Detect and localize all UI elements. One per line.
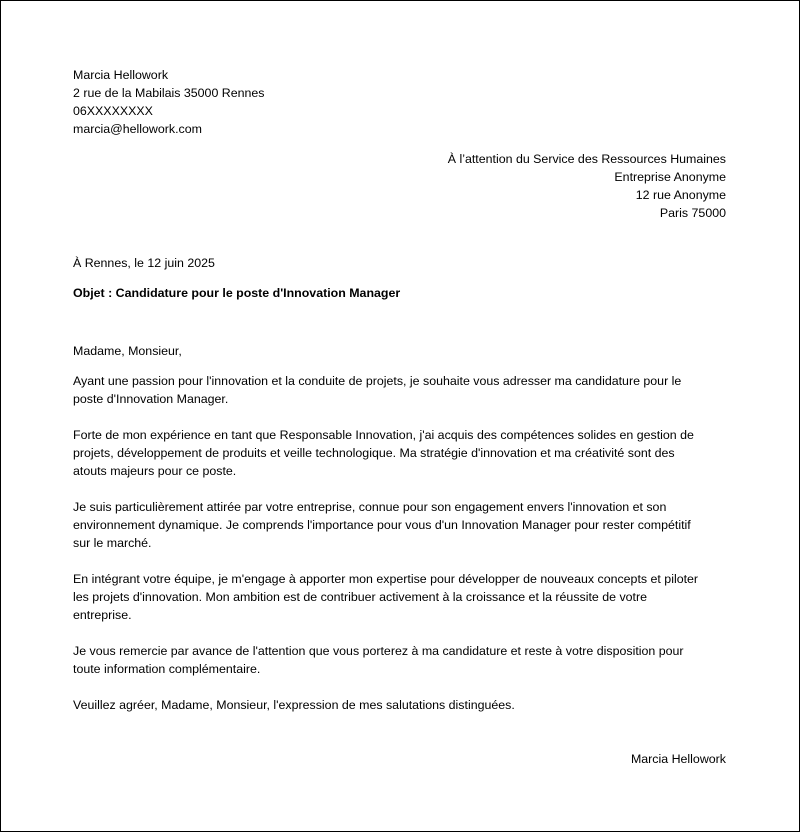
sender-block [73, 66, 265, 138]
paragraph-line: Je suis particulièrement attirée par votre entreprise, connue pour son engagement envers l'innovation et son [73, 500, 667, 514]
paragraph-line: Je vous remercie par avance de l'attention que vous porterez à ma candidature et reste à votre disposition pour [73, 644, 684, 658]
paragraph-line: entreprise. [73, 608, 132, 622]
subject-line: Objet : Candidature pour le poste d'Innovation Manager [73, 286, 401, 300]
paragraph-line: toute information complémentaire. [73, 662, 261, 676]
paragraph [73, 642, 729, 678]
paragraph [73, 570, 729, 624]
paragraph-line: En intégrant votre équipe, je m'engage à apporter mon expertise pour développer de nouveaux concepts et piloter [73, 572, 699, 586]
recipient-street: 12 rue Anonyme [635, 188, 726, 202]
paragraph-line: environnement dynamique. Je comprends l'importance pour vous d'un Innovation Manager pour rester compétitif [73, 518, 691, 532]
recipient-city: Paris 75000 [659, 206, 726, 220]
recipient-company: Entreprise Anonyme [614, 170, 726, 184]
paragraph-line: Ayant une passion pour l'innovation et la conduite de projets, je souhaite vous adresser ma candidature pour le [73, 374, 682, 388]
paragraph-line: atouts majeurs pour ce poste. [73, 464, 237, 478]
signature: Marcia Hellowork [630, 752, 726, 766]
date-line: À Rennes, le 12 juin 2025 [73, 256, 215, 270]
sender-name: Marcia Hellowork [73, 68, 169, 82]
paragraph [73, 426, 729, 480]
recipient-block [448, 150, 726, 222]
sender-email: marcia@hellowork.com [73, 122, 202, 136]
recipient-attention: À l’attention du Service des Ressources Humaines [447, 152, 726, 166]
sender-phone: 06XXXXXXXX [73, 104, 153, 118]
paragraph-line: sur le marché. [73, 536, 152, 550]
closing-line: Veuillez agréer, Madame, Monsieur, l'expression de mes salutations distinguées. [73, 698, 515, 712]
paragraph [73, 498, 729, 552]
paragraph-line: les projets d'innovation. Mon ambition est de contribuer activement à la croissance et la réussite de votre [73, 590, 648, 604]
paragraph-line: Forte de mon expérience en tant que Responsable Innovation, j'ai acquis des compétences solides en gestion de [73, 428, 694, 442]
paragraph-line: projets, développement de produits et veille technologique. Ma stratégie d'innovation et ma créativité sont des [73, 446, 675, 460]
salutation: Madame, Monsieur, [73, 344, 182, 358]
paragraph-line: poste d'Innovation Manager. [73, 392, 229, 406]
paragraph [73, 372, 729, 408]
sender-address: 2 rue de la Mabilais 35000 Rennes [73, 86, 265, 100]
